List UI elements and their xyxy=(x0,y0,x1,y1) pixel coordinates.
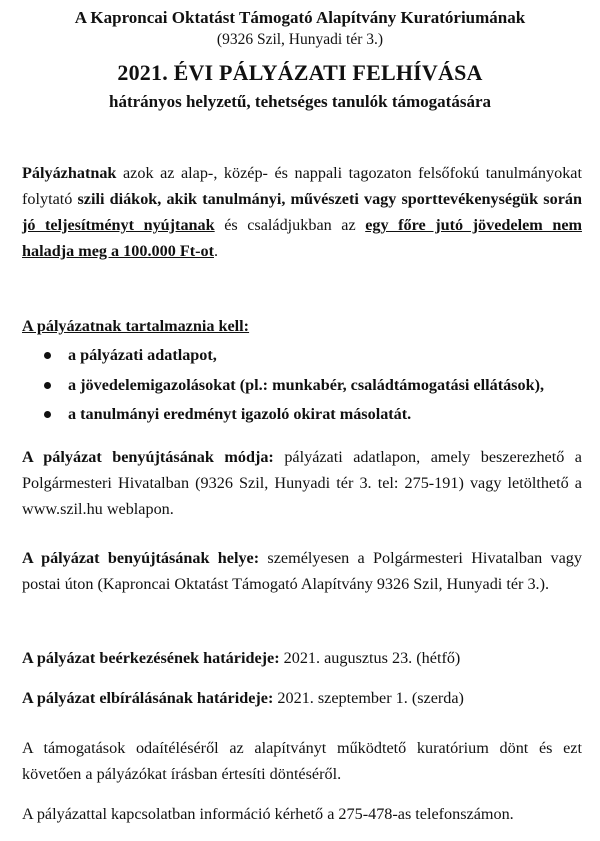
submission-place-label: A pályázat benyújtásának helye: xyxy=(22,549,260,567)
intro-connector: és családjukban az xyxy=(214,216,366,234)
list-item-text: a pályázati adatlapot, xyxy=(68,346,217,364)
list-item xyxy=(22,371,582,401)
bullet-icon xyxy=(44,352,51,359)
list-item-text: a tanulmányi eredményt igazoló okirat másolatát. xyxy=(68,405,412,423)
intro-text: azok az alap-, közép- és nappali tagozaton felsőfokú tanulmányokat folytató xyxy=(22,164,582,208)
intro-performance: jó teljesítményt nyújtanak xyxy=(22,216,215,234)
deadline-receipt-label: A pályázat beérkezésének határideje: xyxy=(22,649,280,667)
organization-name: A Kaproncai Oktatást Támogató Alapítvány Kuratóriumának xyxy=(74,8,526,27)
deadline-decision-date: 2021. szeptember 1. (szerda) xyxy=(273,689,464,707)
bullet-icon xyxy=(44,382,51,389)
submission-place-text: személyesen a Polgármesteri Hivatalban vagy postai úton (Kaproncai Oktatást Támogató Alapítvány 9326 Szil, Hunyadi tér 3.). xyxy=(22,549,582,593)
organization-address: (9326 Szil, Hunyadi tér 3.) xyxy=(216,31,384,48)
intro-income-limit: egy főre jutó jövedelem nem haladja meg a 100.000 Ft-ot xyxy=(22,216,582,260)
contents-list xyxy=(22,341,582,430)
contents-heading: A pályázatnak tartalmaznia kell: xyxy=(22,317,250,335)
intro-period: . xyxy=(213,242,219,260)
list-item xyxy=(22,341,582,371)
submission-place-paragraph xyxy=(22,545,582,597)
document-title: 2021. ÉVI PÁLYÁZATI FELHÍVÁSA xyxy=(117,60,483,85)
deadline-receipt xyxy=(22,649,460,668)
list-item-text: a jövedelemigazolásokat (pl.: munkabér, családtámogatási ellátások), xyxy=(68,375,545,394)
submission-method-paragraph xyxy=(22,444,582,522)
submission-method-label: A pályázat benyújtásának módja: xyxy=(22,448,274,466)
submission-method-text: pályázati adatlapon, amely beszerezhető a Polgármesteri Hivatalban (9326 Szil, Hunyadi tér 3. tel: 275-191) vagy letölthető a www.szil.hu weblapon. xyxy=(22,448,582,518)
intro-eligibility: szili diákok, akik tanulmányi, művészeti vagy sporttevékenységük során xyxy=(77,190,582,208)
list-item xyxy=(22,400,582,430)
intro-paragraph xyxy=(22,160,582,264)
deadline-decision xyxy=(22,689,464,708)
deadline-receipt-date: 2021. augusztus 23. (hétfő) xyxy=(279,649,461,667)
info-note: A pályázattal kapcsolatban információ kérhető a 275-478-as telefonszámon. xyxy=(22,805,514,823)
deadline-decision-label: A pályázat elbírálásának határideje: xyxy=(22,689,274,707)
decision-note: A támogatások odaítéléséről az alapítványt működtető kuratórium dönt és ezt követően a pályázókat írásban értesíti döntéséről. xyxy=(22,739,582,783)
intro-lead: Pályázhatnak xyxy=(22,164,117,182)
document-subtitle: hátrányos helyzetű, tehetséges tanulók támogatására xyxy=(109,92,491,111)
bullet-icon xyxy=(44,411,51,418)
